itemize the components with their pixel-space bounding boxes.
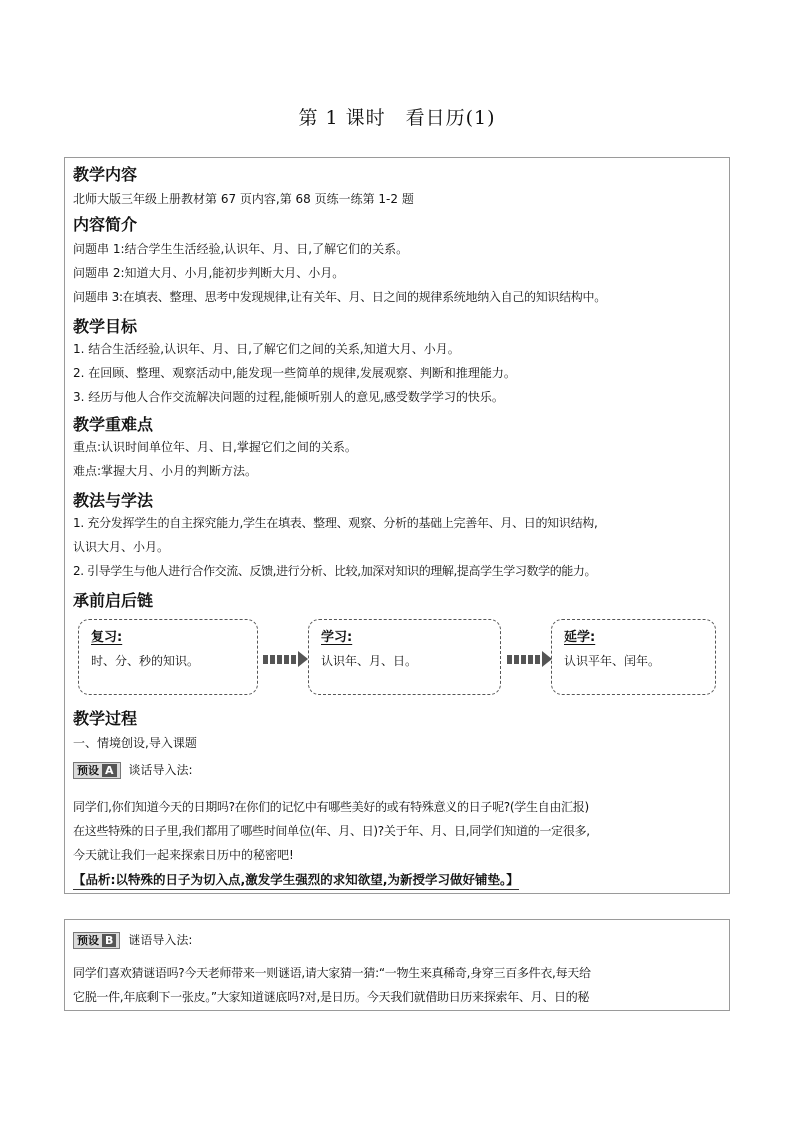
extend-text: 认识平年、闰年。 bbox=[564, 654, 661, 668]
summary-line-1: 问题串 1:结合学生生活经验,认识年、月、日,了解它们的关系。 bbox=[73, 242, 409, 256]
preset-b-box bbox=[64, 919, 730, 1011]
goal-line-2: 2. 在回顾、整理、观察活动中,能发现一些简单的规律,发展观察、判断和推理能力。 bbox=[73, 366, 516, 380]
key-point-line: 重点:认识时间单位年、月、日,掌握它们之间的关系。 bbox=[73, 440, 357, 454]
extend-label: 延学: bbox=[564, 630, 596, 645]
preset-a-row bbox=[73, 761, 193, 779]
review-box bbox=[78, 619, 258, 695]
preset-a-badge: 预设 A bbox=[73, 762, 121, 779]
intro-para-line-3: 今天就让我们一起来探索日历中的秘密吧! bbox=[73, 848, 294, 862]
riddle-para-line-2: 它脱一件,年底剩下一张皮。”大家知道谜底吗?对,是日历。今天我们就借助日历来探索年、月、日的秘 bbox=[73, 990, 590, 1004]
review-label: 复习: bbox=[91, 630, 123, 645]
heading-teaching-goals: 教学目标 bbox=[73, 317, 138, 336]
analysis-note: 【品析:以特殊的日子为切入点,激发学生强烈的求知欲望,为新授学习做好铺垫。】 bbox=[73, 870, 519, 890]
arrow-icon bbox=[263, 651, 308, 667]
learn-text: 认识年、月、日。 bbox=[321, 654, 418, 668]
heading-key-points: 教学重难点 bbox=[73, 415, 154, 434]
page-title: 第 1 课时 看日历(1) bbox=[298, 107, 496, 129]
learn-box bbox=[308, 619, 501, 695]
intro-para-line-2: 在这些特殊的日子里,我们都用了哪些时间单位(年、月、日)?关于年、月、日,同学们知道的一定很多, bbox=[73, 824, 590, 838]
intro-para-line-1: 同学们,你们知道今天的日期吗?在你们的记忆中有哪些美好的或有特殊意义的日子呢?(学生自由汇报) bbox=[73, 800, 589, 814]
extend-box bbox=[551, 619, 716, 695]
arrow-icon bbox=[507, 651, 552, 667]
heading-content-summary: 内容简介 bbox=[73, 215, 138, 234]
preset-b-title: 谜语导入法: bbox=[128, 933, 193, 947]
preset-b-badge: 预设 B bbox=[73, 932, 120, 949]
summary-line-2: 问题串 2:知道大月、小月,能初步判断大月、小月。 bbox=[73, 266, 345, 280]
method-line-2: 认识大月、小月。 bbox=[73, 540, 170, 554]
heading-teaching-content: 教学内容 bbox=[73, 165, 138, 184]
riddle-para-line-1: 同学们喜欢猜谜语吗?今天老师带来一则谜语,请大家猜一猜:“一物生来真稀奇,身穿三百多件衣,每天给 bbox=[73, 966, 591, 980]
teaching-content-text: 北师大版三年级上册教材第 67 页内容,第 68 页练一练第 1-2 题 bbox=[73, 192, 414, 206]
step-title: 一、情境创设,导入课题 bbox=[73, 736, 197, 750]
method-line-3: 2. 引导学生与他人进行合作交流、反馈,进行分析、比较,加深对知识的理解,提高学生学习数学的能力。 bbox=[73, 564, 597, 578]
method-line-1: 1. 充分发挥学生的自主探究能力,学生在填表、整理、观察、分析的基础上完善年、月、日的知识结构, bbox=[73, 516, 598, 530]
difficulty-line: 难点:掌握大月、小月的判断方法。 bbox=[73, 464, 258, 478]
heading-connection-chain: 承前启后链 bbox=[73, 591, 154, 610]
heading-methods: 教法与学法 bbox=[73, 491, 154, 510]
goal-line-3: 3. 经历与他人合作交流解决问题的过程,能倾听别人的意见,感受数学学习的快乐。 bbox=[73, 390, 504, 404]
preset-a-title: 谈话导入法: bbox=[128, 763, 193, 777]
lesson-plan-box bbox=[64, 157, 730, 894]
summary-line-3: 问题串 3:在填表、整理、思考中发现规律,让有关年、月、日之间的规律系统地纳入自己的知识结构中。 bbox=[73, 290, 606, 304]
heading-teaching-process: 教学过程 bbox=[73, 709, 138, 728]
goal-line-1: 1. 结合生活经验,认识年、月、日,了解它们之间的关系,知道大月、小月。 bbox=[73, 342, 460, 356]
review-text: 时、分、秒的知识。 bbox=[91, 654, 200, 668]
learn-label: 学习: bbox=[321, 630, 353, 645]
preset-b-row bbox=[73, 931, 192, 949]
